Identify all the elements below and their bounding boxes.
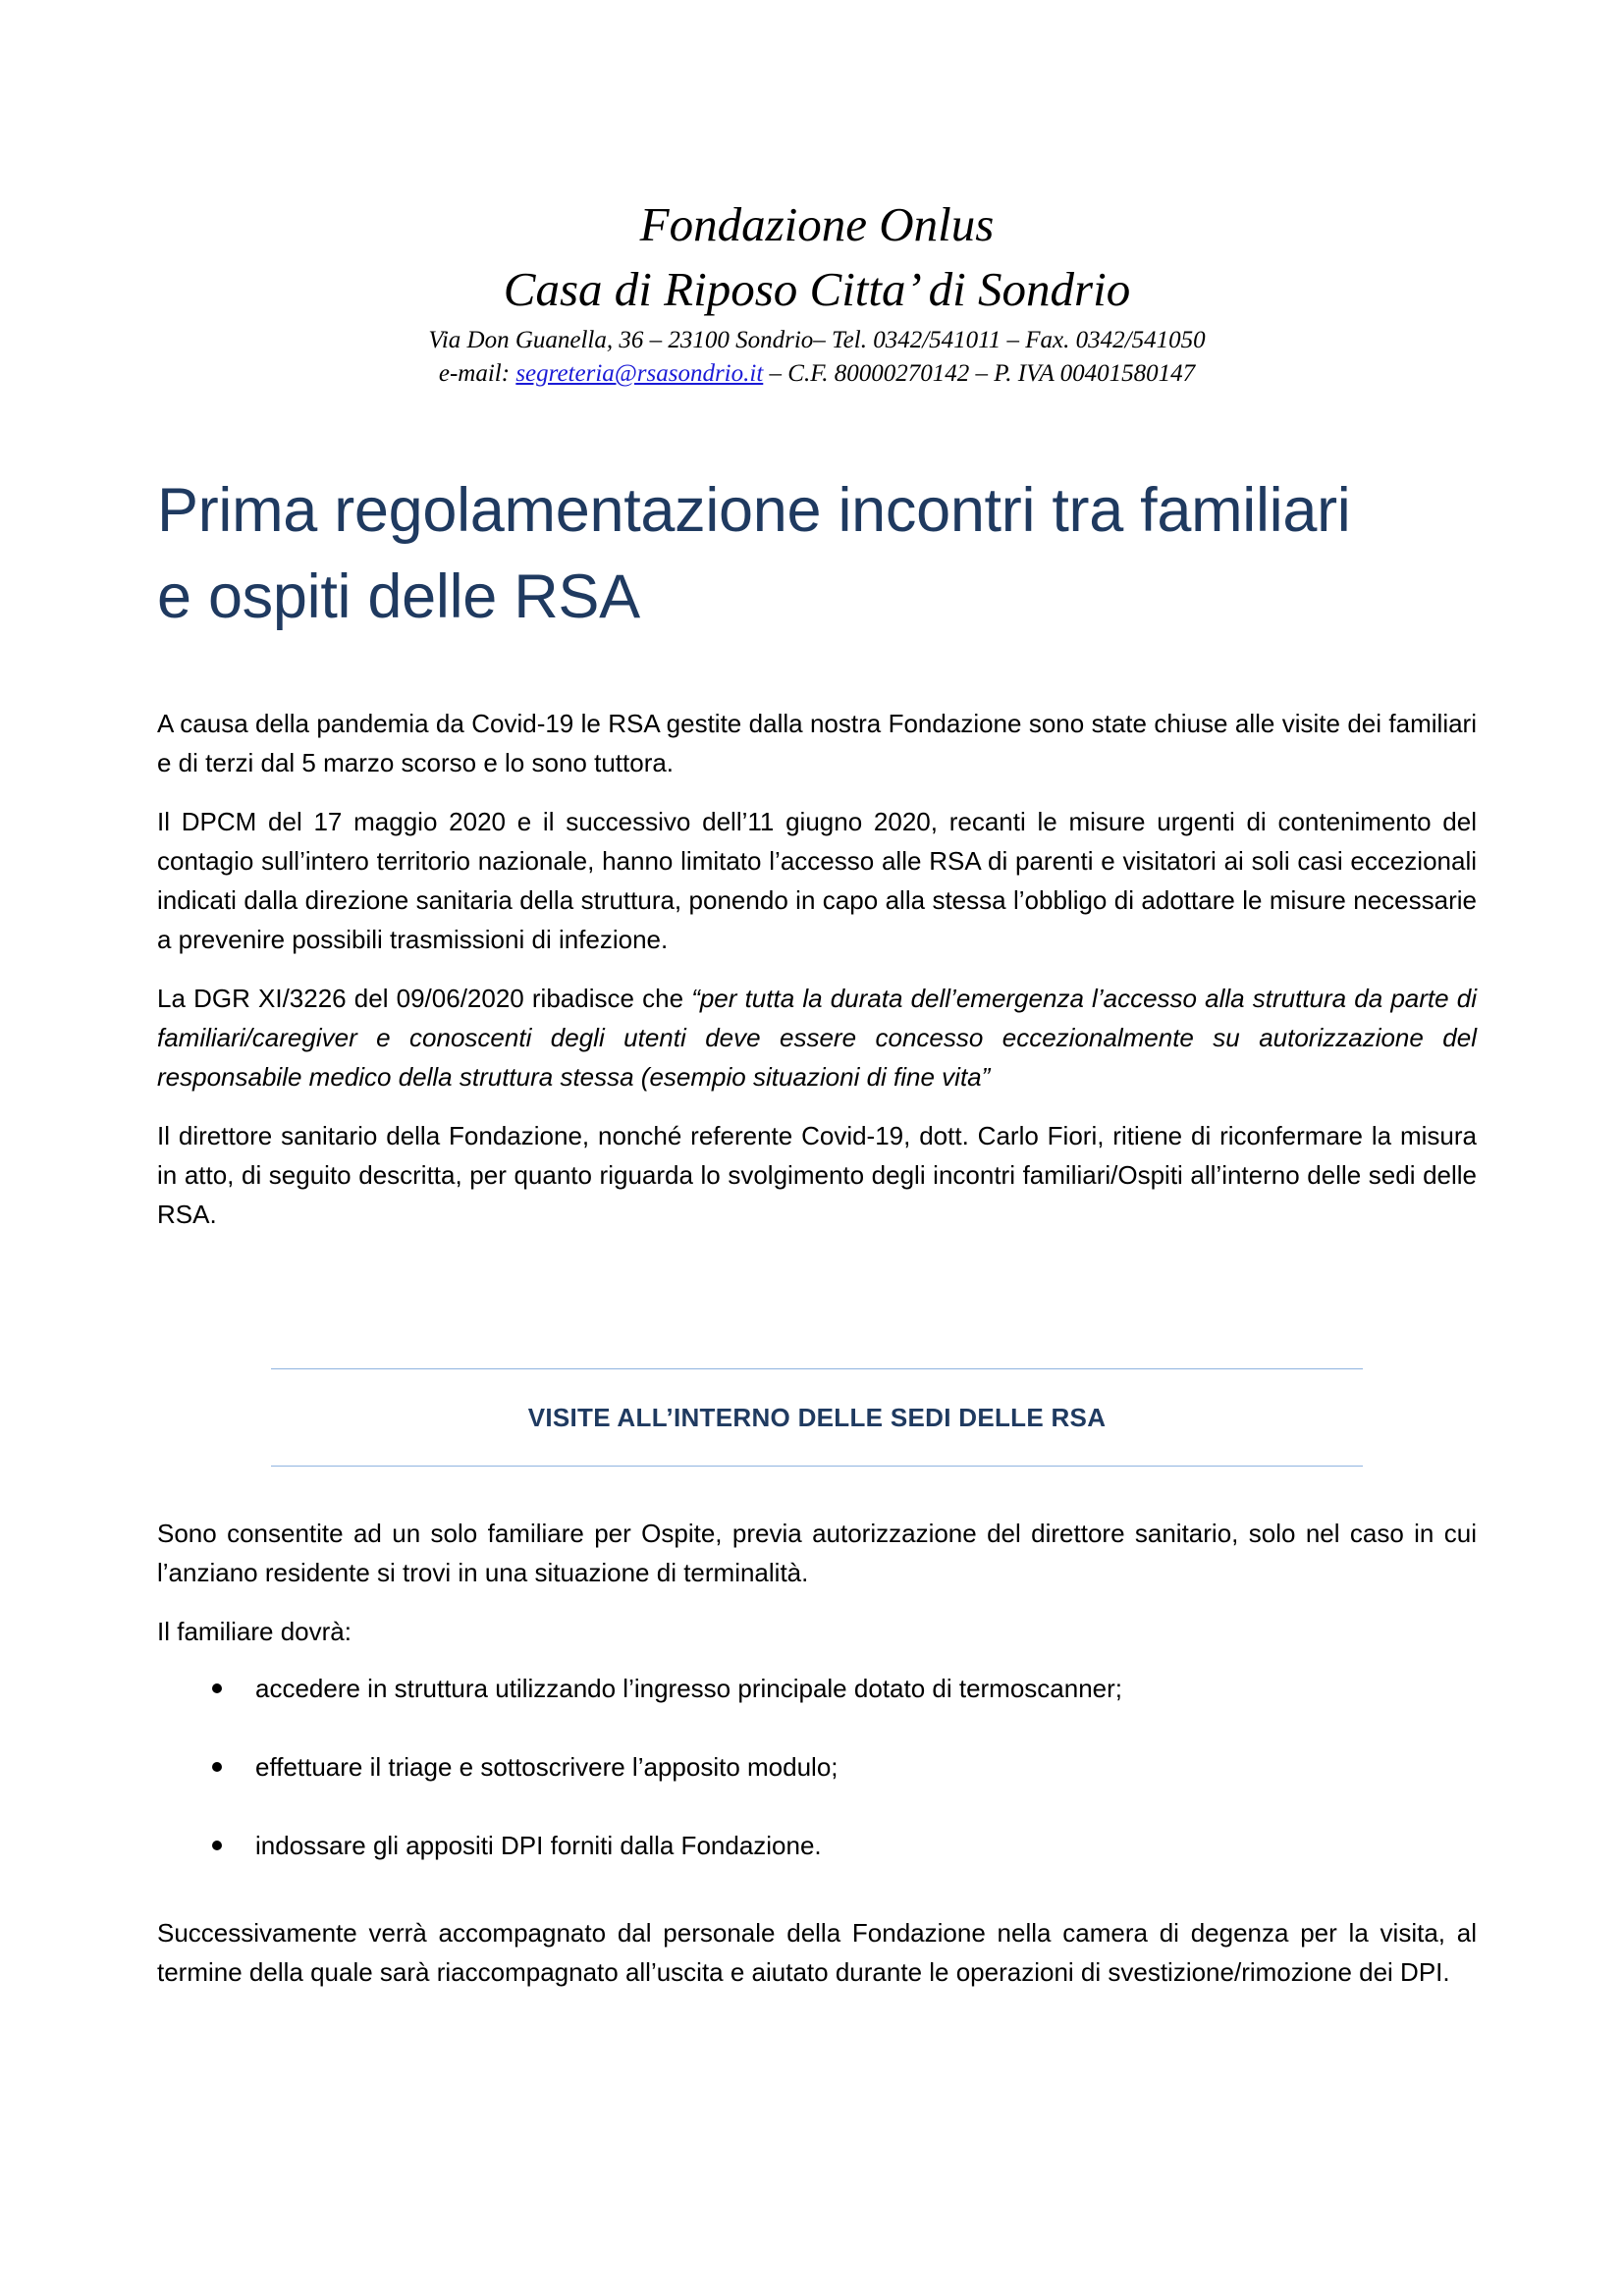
email-label: e-mail: <box>438 360 516 387</box>
list-item <box>157 1669 1477 1708</box>
intro-paragraph-2: Il DPCM del 17 maggio 2020 e il successivo dell’11 giugno 2020, recanti le misure urgenti di contenimento del contagio sull’intero territorio nazionale, hanno limitato l’accesso alle RSA di parenti e visitatori ai soli casi eccezionali indicati dalla direzione sanitaria della struttura, ponendo in capo alla stessa l’obbligo di adottare le misure necessarie a prevenire possibili trasmissioni di infezione. <box>157 807 1477 954</box>
requirements-list <box>157 1669 1477 1904</box>
list-item-text: accedere in struttura utilizzando l’ingresso principale dotato di termoscanner; <box>255 1674 1123 1703</box>
bullet-icon <box>212 1841 222 1850</box>
title-line-1: Prima regolamentazione incontri tra familiari <box>157 476 1351 545</box>
document-title <box>157 467 1483 640</box>
list-item <box>157 1826 1477 1865</box>
bullet-icon <box>212 1683 222 1693</box>
section-paragraph-1: Sono consentite ad un solo familiare per Ospite, previa autorizzazione del direttore sanitario, solo nel caso in cui l’anziano residente si trovi in una situazione di terminalità. <box>157 1519 1477 1587</box>
section-body <box>157 1514 1477 1671</box>
section-heading-box <box>271 1368 1363 1467</box>
org-address: Via Don Guanella, 36 – 23100 Sondrio– Tel. 0342/541011 – Fax. 0342/541050 <box>428 327 1206 353</box>
org-name: Fondazione Onlus <box>639 197 995 251</box>
list-item <box>157 1747 1477 1787</box>
email-link[interactable]: segreteria@rsasondrio.it <box>515 360 764 387</box>
section-heading: VISITE ALL’INTERNO DELLE SEDI DELLE RSA <box>527 1403 1107 1432</box>
section-paragraph-2: Il familiare dovrà: <box>157 1617 352 1646</box>
list-item-text: indossare gli appositi DPI forniti dalla Fondazione. <box>255 1831 822 1860</box>
org-contacts <box>157 357 1477 391</box>
dgr-reference: La DGR XI/3226 del 09/06/2020 ribadisce che <box>157 984 692 1013</box>
list-item-text: effettuare il triage e sottoscrivere l’apposito modulo; <box>255 1752 839 1782</box>
intro-section <box>157 704 1477 1254</box>
intro-paragraph-3 <box>157 979 1477 1096</box>
closing-paragraph: Successivamente verrà accompagnato dal personale della Fondazione nella camera di degenza per la visita, al termine della quale sarà riaccompagnato all’uscita e aiutato durante le operazioni di svestizione/rimozione dei DPI. <box>157 1918 1477 1987</box>
letterhead <box>157 194 1477 391</box>
closing-section <box>157 1913 1477 2011</box>
dgr-quote: “per tutta la durata dell’emergenza l’accesso alla struttura da parte di familiari/caregiver e conoscenti degli utenti deve essere concesso eccezionalmente su autorizzazione del responsabile medico della struttura stessa (esempio situazioni di fine vita” <box>157 984 1477 1092</box>
title-line-2: e ospiti delle RSA <box>157 562 640 631</box>
org-subtitle: Casa di Riposo Citta’ di Sondrio <box>503 262 1131 316</box>
intro-paragraph-4: Il direttore sanitario della Fondazione, nonché referente Covid-19, dott. Carlo Fiori, ritiene di riconfermare la misura in atto, di seguito descritta, per quanto riguarda lo svolgimento degli incontri familiari/Ospiti all’interno delle sedi delle RSA. <box>157 1121 1477 1229</box>
intro-paragraph-1: A causa della pandemia da Covid-19 le RSA gestite dalla nostra Fondazione sono state chiuse alle visite dei familiari e di terzi dal 5 marzo scorso e lo sono tuttora. <box>157 709 1477 777</box>
bullet-icon <box>212 1762 222 1772</box>
fiscal-codes: – C.F. 80000270142 – P. IVA 00401580147 <box>763 360 1196 387</box>
